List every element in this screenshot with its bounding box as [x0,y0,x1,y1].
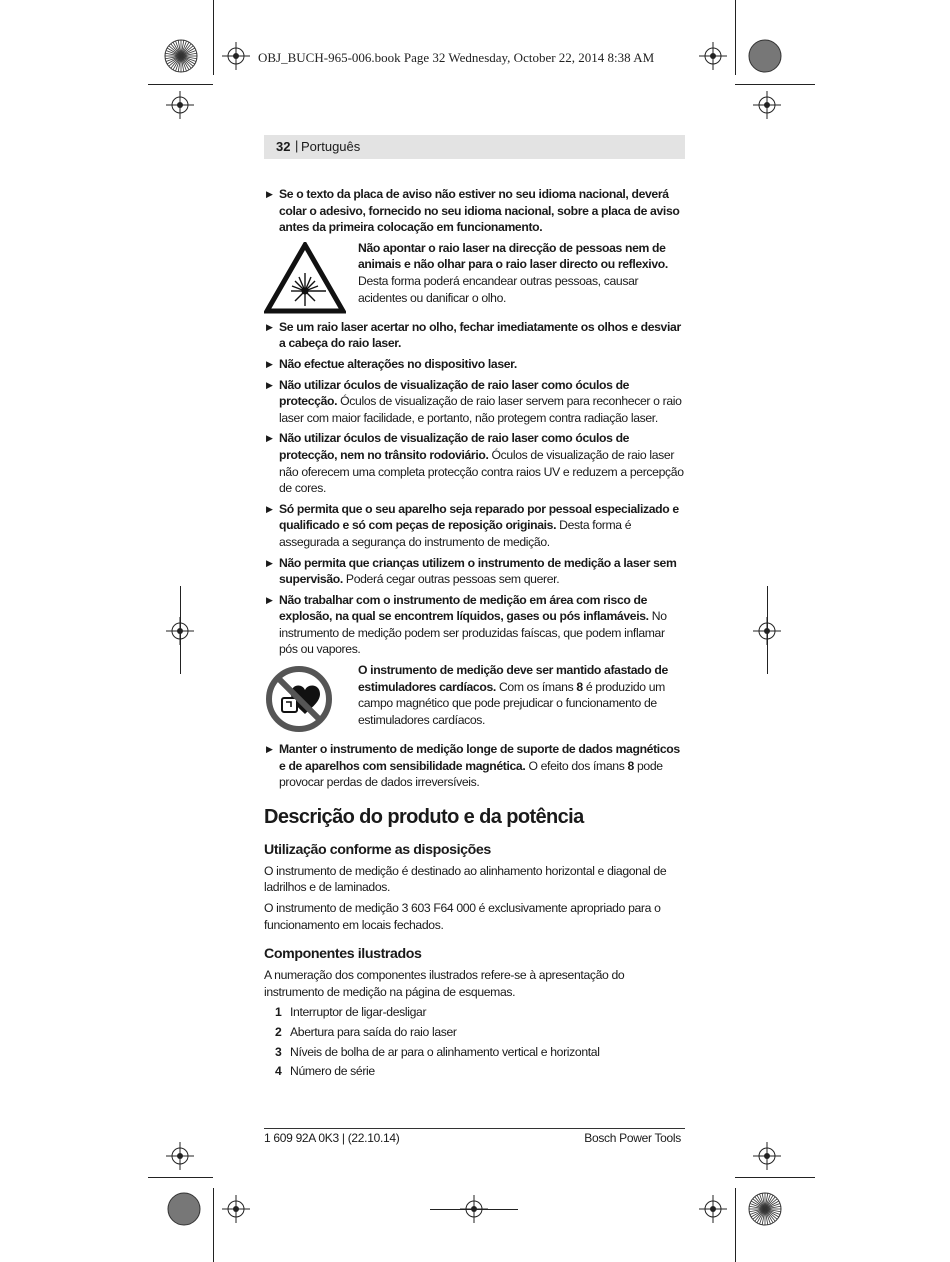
triangle-right-icon: ▶ [266,433,273,444]
crosshair-icon [699,1195,727,1223]
crosshair-icon [222,1195,250,1223]
triangle-right-icon: ▶ [266,358,273,369]
triangle-right-icon: ▶ [266,321,273,332]
safety-bullet: ▶ Não trabalhar com o instrumento de medição em área com risco de explosão, na qual se encontrem líquidos, gases ou pós inflamáveis. No instrumento de medição podem ser produzidas faíscas, que podem inflamar pós ou vapores. [266,592,667,657]
safety-bullet: ▶ Não efectue alterações no dispositivo laser. [266,356,517,371]
crosshair-icon [166,91,194,119]
pacemaker-warning-block: O instrumento de medição deve ser mantido afastado de estimuladores cardíacos. Com os ímans 8 é produzido um campo magnético que pode prejudicar o funcionamento de estimuladores cardíacos. [264,662,685,734]
registration-wheel-icon [744,1188,786,1230]
component-item: 2 Abertura para saída do raio laser [275,1025,457,1039]
crosshair-icon [222,42,250,70]
safety-bullet: ▶ Não utilizar óculos de visualização de raio laser como óculos de protecção. Óculos de visualização de raio laser servem para reconhecer o raio laser com maior facilidade, e portanto, não protegem contra radiação laser. [266,377,682,425]
triangle-right-icon: ▶ [266,379,273,390]
safety-bullet: ▶ Não utilizar óculos de visualização de raio laser como óculos de protecção, nem no trânsito rodoviário. Óculos de visualização de raio laser não oferecem uma completa protecção contra raios UV e reduzem a percepção de cores. [266,431,684,496]
page-language: Português [301,139,361,154]
section-title: Descrição do produto e da potência [264,805,584,828]
laser-warning-block: Não apontar o raio laser na direcção de pessoas nem de animais e não olhar para o raio laser directo ou reflexivo. Desta forma poderá encandear outras pessoas, causar acidentes ou danificar o olho. [264,240,685,312]
triangle-right-icon: ▶ [266,503,273,514]
footer-doc-number: 1 609 92A 0K3 | (22.10.14) [264,1131,400,1145]
header-separator: | [295,138,299,153]
registration-gray-disc-icon [163,1188,205,1230]
safety-bullet: ▶ Se um raio laser acertar no olho, fechar imediatamente os olhos e desviar a cabeça do raio laser. [266,319,681,351]
paragraph: O instrumento de medição é destinado ao alinhamento horizontal e diagonal de ladrilhos e de laminados. [264,863,667,895]
no-pacemaker-icon [264,664,334,734]
registration-gray-disc-icon [744,35,786,77]
safety-bullet: ▶ Se o texto da placa de aviso não estiver no seu idioma nacional, deverá colar o adesivo, fornecido no seu idioma nacional, sobre a placa de aviso antes da primeira colocação em funcionamento. [266,187,680,235]
page-content [264,186,685,1083]
triangle-right-icon: ▶ [266,557,273,568]
paragraph: O instrumento de medição 3 603 F64 000 é exclusivamente apropriado para o funcionamento em locais fechados. [264,901,661,932]
footer-rule [264,1128,685,1129]
triangle-right-icon: ▶ [266,594,273,605]
component-item: 4 Número de série [275,1064,375,1079]
crosshair-icon [166,1142,194,1170]
page-header-band [264,135,685,159]
component-item: 3 Níveis de bolha de ar para o alinhamento vertical e horizontal [275,1044,600,1059]
crosshair-icon [753,91,781,119]
subsection-heading: Componentes ilustrados [264,946,422,963]
paragraph: A numeração dos componentes ilustrados refere-se à apresentação do instrumento de medição na página de esquemas. [264,968,625,999]
crosshair-icon [753,1142,781,1170]
triangle-right-icon: ▶ [266,189,273,199]
safety-bullet: ▶ Não permita que crianças utilizem o instrumento de medição a laser sem supervisão. Poderá cegar outras pessoas sem querer. [266,555,677,587]
triangle-right-icon: ▶ [266,744,273,755]
subsection-heading: Utilização conforme as disposições [264,841,491,858]
safety-bullet: ▶ Manter o instrumento de medição longe de suporte de dados magnéticos e de aparelhos com sensibilidade magnética. O efeito dos ímans 8 pode provocar perdas de dados irreversíveis. [266,742,680,790]
crosshair-icon [699,42,727,70]
page-number: 32 [276,139,291,154]
safety-bullet: ▶ Só permita que o seu aparelho seja reparado por pessoal especializado e qualificado e só com peças de reposição originais. Desta forma é assegurada a segurança do instrumento de medição. [266,501,679,549]
print-header: OBJ_BUCH-965-006.book Page 32 Wednesday, October 22, 2014 8:38 AM [258,50,655,65]
registration-wheel-icon [160,35,202,77]
laser-warning-icon [264,242,346,314]
component-item: 1 Interruptor de ligar-desligar [275,1005,427,1020]
footer-brand: Bosch Power Tools [584,1131,681,1145]
